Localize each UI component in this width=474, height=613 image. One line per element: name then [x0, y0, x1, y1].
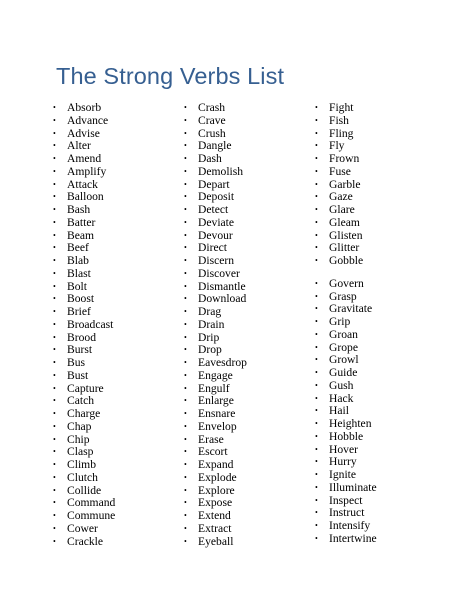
- bullet-icon: •: [315, 217, 318, 227]
- bullet-icon: •: [53, 409, 56, 418]
- bullet-icon: •: [53, 103, 56, 112]
- verb-text: Enlarge: [198, 394, 234, 408]
- verb-text: Crash: [198, 101, 226, 114]
- bullet-icon: •: [315, 355, 318, 365]
- bullet-icon: •: [184, 256, 187, 265]
- verb-text: Climb: [67, 458, 96, 471]
- verb-text: Hurry: [329, 455, 357, 469]
- bullet-icon: •: [315, 192, 318, 202]
- verb-text: Frown: [329, 152, 360, 165]
- bullet-icon: •: [184, 141, 187, 151]
- verb-text: Envelop: [198, 419, 237, 433]
- bullet-icon: •: [315, 103, 318, 112]
- verb-text: Fuse: [329, 164, 351, 178]
- bullet-icon: •: [315, 368, 318, 377]
- bullet-icon: •: [315, 304, 318, 314]
- verb-text: Dash: [198, 152, 222, 165]
- verb-text: Batter: [67, 215, 96, 229]
- bullet-icon: •: [53, 472, 56, 482]
- bullet-icon: •: [53, 256, 56, 265]
- bullet-icon: •: [315, 521, 318, 530]
- bullet-icon: •: [184, 536, 187, 546]
- bullet-icon: •: [315, 419, 318, 428]
- verb-text: Brief: [67, 305, 91, 318]
- bullet-icon: •: [184, 307, 187, 316]
- bullet-icon: •: [184, 281, 187, 291]
- verb-text: Hack: [329, 391, 354, 405]
- verb-text: Advance: [67, 113, 109, 127]
- bullet-icon: •: [184, 511, 187, 520]
- verb-text: Gobble: [329, 254, 364, 267]
- verb-text: Inspect: [329, 493, 363, 507]
- verb-text: Ignite: [329, 468, 357, 481]
- verb-text: Extend: [198, 509, 231, 522]
- bullet-icon: •: [53, 243, 56, 253]
- verb-text: Hail: [329, 404, 349, 418]
- verb-text: Capture: [67, 381, 104, 395]
- verb-text: Attack: [67, 177, 98, 191]
- verb-text: Charge: [67, 407, 101, 420]
- verb-text: Hobble: [329, 429, 364, 443]
- verb-text: Amplify: [67, 164, 107, 178]
- bullet-icon: •: [315, 431, 318, 441]
- verb-text: Drag: [198, 305, 222, 318]
- bullet-icon: •: [53, 536, 56, 546]
- verb-text: Broadcast: [67, 317, 114, 331]
- bullet-icon: •: [315, 317, 318, 326]
- bullet-icon: •: [315, 141, 318, 151]
- verb-text: Grip: [329, 315, 351, 328]
- verb-text: Illuminate: [329, 480, 377, 494]
- bullet-icon: •: [315, 444, 318, 454]
- bullet-icon: •: [315, 380, 318, 390]
- bullet-icon: •: [53, 485, 56, 495]
- bullet-icon: •: [184, 485, 187, 495]
- bullet-icon: •: [53, 498, 56, 508]
- verb-text: Catch: [67, 394, 95, 408]
- bullet-icon: •: [53, 128, 56, 138]
- verb-text: Blast: [67, 266, 91, 280]
- bullet-icon: •: [53, 523, 56, 533]
- bullet-icon: •: [184, 345, 187, 355]
- verb-text: Guide: [329, 366, 358, 379]
- bullet-icon: •: [53, 294, 56, 304]
- verb-text: Erase: [198, 432, 224, 446]
- verb-text: Groan: [329, 327, 358, 341]
- bullet-icon: •: [184, 179, 187, 189]
- verb-text: Eyeball: [198, 534, 234, 548]
- verb-text: Crave: [198, 113, 226, 127]
- verb-list-item: [315, 128, 377, 141]
- bullet-icon: •: [53, 205, 56, 214]
- page-title: The Strong Verbs List: [56, 63, 285, 89]
- bullet-icon: •: [315, 128, 318, 138]
- verb-text: Gush: [329, 378, 354, 392]
- bullet-icon: •: [184, 434, 187, 444]
- verb-text: Glitter: [329, 241, 360, 255]
- bullet-icon: •: [184, 396, 187, 406]
- verb-column-3: [315, 102, 377, 546]
- bullet-icon: •: [315, 329, 318, 339]
- verb-list-item: [315, 255, 377, 268]
- verb-text: Expose: [198, 496, 233, 510]
- verb-text: Brood: [67, 330, 96, 344]
- verb-text: Explore: [198, 483, 235, 497]
- verb-text: Expand: [198, 458, 234, 471]
- bullet-icon: •: [315, 256, 318, 265]
- verb-text: Deposit: [198, 190, 235, 204]
- verb-text: Govern: [329, 276, 364, 290]
- verb-text: Alter: [67, 139, 91, 153]
- bullet-icon: •: [184, 115, 187, 125]
- bullet-icon: •: [53, 230, 56, 240]
- verb-text: Direct: [198, 241, 227, 255]
- verb-text: Dismantle: [198, 279, 246, 293]
- bullet-icon: •: [184, 447, 187, 457]
- verb-text: Dangle: [198, 139, 232, 153]
- bullet-icon: •: [53, 396, 56, 406]
- verb-text: Chip: [67, 432, 90, 446]
- bullet-icon: •: [184, 294, 187, 304]
- verb-text: Beam: [67, 228, 95, 242]
- bullet-icon: •: [184, 472, 187, 482]
- verb-text: Advise: [67, 126, 100, 140]
- bullet-icon: •: [184, 230, 187, 240]
- bullet-icon: •: [53, 192, 56, 202]
- verb-text: Glisten: [329, 228, 363, 242]
- verb-text: Intensify: [329, 519, 371, 532]
- bullet-icon: •: [53, 383, 56, 393]
- bullet-icon: •: [53, 217, 56, 227]
- bullet-icon: •: [315, 342, 318, 352]
- verb-text: Bolt: [67, 279, 87, 293]
- verb-text: Extract: [198, 521, 232, 535]
- bullet-icon: •: [53, 345, 56, 355]
- verb-text: Bust: [67, 368, 89, 382]
- verb-text: Download: [198, 292, 247, 306]
- verb-text: Devour: [198, 228, 233, 242]
- bullet-icon: •: [53, 307, 56, 316]
- bullet-icon: •: [184, 383, 187, 393]
- bullet-icon: •: [315, 533, 318, 543]
- verb-text: Crackle: [67, 534, 104, 548]
- verb-text: Fight: [329, 101, 354, 114]
- verb-column-1: [53, 102, 115, 548]
- verb-list-item: [184, 536, 247, 549]
- bullet-icon: •: [184, 319, 187, 329]
- verb-text: Amend: [67, 152, 102, 165]
- bullet-icon: •: [315, 278, 318, 288]
- verb-text: Discover: [198, 266, 240, 280]
- bullet-icon: •: [184, 166, 187, 176]
- verb-column-2: [184, 102, 247, 548]
- verb-text: Crush: [198, 126, 226, 140]
- verb-text: Engage: [198, 368, 233, 382]
- bullet-icon: •: [315, 457, 318, 467]
- bullet-icon: •: [315, 482, 318, 492]
- bullet-icon: •: [184, 358, 187, 367]
- bullet-icon: •: [315, 166, 318, 176]
- bullet-icon: •: [53, 179, 56, 189]
- bullet-icon: •: [315, 406, 318, 416]
- bullet-icon: •: [53, 332, 56, 342]
- verb-text: Clasp: [67, 445, 94, 459]
- bullet-icon: •: [184, 409, 187, 418]
- bullet-icon: •: [184, 421, 187, 431]
- verb-text: Gleam: [329, 215, 360, 229]
- bullet-icon: •: [53, 460, 56, 469]
- verb-text: Absorb: [67, 101, 102, 114]
- bullet-icon: •: [53, 319, 56, 329]
- verb-text: Explode: [198, 470, 237, 484]
- verb-text: Gravitate: [329, 302, 373, 316]
- bullet-icon: •: [184, 243, 187, 253]
- verb-text: Bash: [67, 203, 91, 216]
- verb-text: Drain: [198, 317, 225, 331]
- verb-text: Cower: [67, 521, 98, 535]
- verb-text: Escort: [198, 445, 228, 459]
- verb-text: Commune: [67, 509, 116, 522]
- verb-text: Detect: [198, 203, 229, 216]
- verb-text: Fish: [329, 113, 349, 127]
- bullet-icon: •: [184, 332, 187, 342]
- verb-list-item: [53, 536, 115, 549]
- bullet-icon: •: [315, 291, 318, 301]
- bullet-icon: •: [53, 358, 56, 367]
- verb-text: Fly: [329, 139, 345, 153]
- verb-text: Discern: [198, 254, 235, 267]
- verb-text: Command: [67, 496, 116, 510]
- verb-text: Demolish: [198, 164, 244, 178]
- verb-text: Drop: [198, 343, 222, 357]
- verb-text: Beef: [67, 241, 89, 255]
- bullet-icon: •: [184, 128, 187, 138]
- bullet-icon: •: [315, 154, 318, 163]
- bullet-icon: •: [184, 154, 187, 163]
- bullet-icon: •: [184, 217, 187, 227]
- bullet-icon: •: [184, 460, 187, 469]
- bullet-icon: •: [315, 495, 318, 505]
- bullet-icon: •: [53, 370, 56, 380]
- verb-text: Bus: [67, 356, 86, 369]
- bullet-icon: •: [184, 523, 187, 533]
- verb-text: Growl: [329, 353, 359, 367]
- bullet-icon: •: [53, 511, 56, 520]
- verb-text: Gaze: [329, 190, 353, 204]
- verb-text: Intertwine: [329, 531, 377, 545]
- verb-text: Deviate: [198, 215, 235, 229]
- bullet-icon: •: [315, 205, 318, 214]
- verb-text: Balloon: [67, 190, 104, 204]
- verb-text: Fling: [329, 126, 354, 140]
- verb-text: Blab: [67, 254, 89, 267]
- verb-text: Eavesdrop: [198, 356, 247, 369]
- verb-list-item: [315, 533, 377, 546]
- bullet-icon: •: [53, 115, 56, 125]
- bullet-icon: •: [184, 103, 187, 112]
- verb-text: Grope: [329, 340, 358, 354]
- bullet-icon: •: [53, 421, 56, 431]
- bullet-icon: •: [53, 268, 56, 278]
- verb-text: Ensnare: [198, 407, 236, 420]
- verb-text: Hover: [329, 442, 358, 456]
- verb-text: Grasp: [329, 289, 357, 303]
- verb-text: Instruct: [329, 506, 365, 520]
- bullet-icon: •: [315, 230, 318, 240]
- bullet-icon: •: [184, 192, 187, 202]
- verb-text: Heighten: [329, 417, 372, 430]
- verb-text: Engulf: [198, 381, 230, 395]
- verb-text: Garble: [329, 177, 361, 191]
- bullet-icon: •: [184, 498, 187, 508]
- bullet-icon: •: [53, 166, 56, 176]
- bullet-icon: •: [53, 447, 56, 457]
- verb-text: Boost: [67, 292, 95, 306]
- bullet-icon: •: [53, 141, 56, 151]
- bullet-icon: •: [184, 370, 187, 380]
- bullet-icon: •: [184, 268, 187, 278]
- bullet-icon: •: [315, 243, 318, 253]
- bullet-icon: •: [53, 281, 56, 291]
- verb-text: Drip: [198, 330, 220, 344]
- verb-text: Burst: [67, 343, 93, 357]
- bullet-icon: •: [315, 508, 318, 518]
- bullet-icon: •: [315, 470, 318, 479]
- bullet-icon: •: [315, 115, 318, 125]
- verb-text: Collide: [67, 483, 102, 497]
- bullet-icon: •: [53, 154, 56, 163]
- verb-text: Clutch: [67, 470, 98, 484]
- verb-text: Depart: [198, 177, 230, 191]
- verb-text: Glare: [329, 203, 355, 216]
- bullet-icon: •: [315, 179, 318, 189]
- bullet-icon: •: [184, 205, 187, 214]
- bullet-icon: •: [53, 434, 56, 444]
- bullet-icon: •: [315, 393, 318, 403]
- verb-text: Chap: [67, 419, 92, 433]
